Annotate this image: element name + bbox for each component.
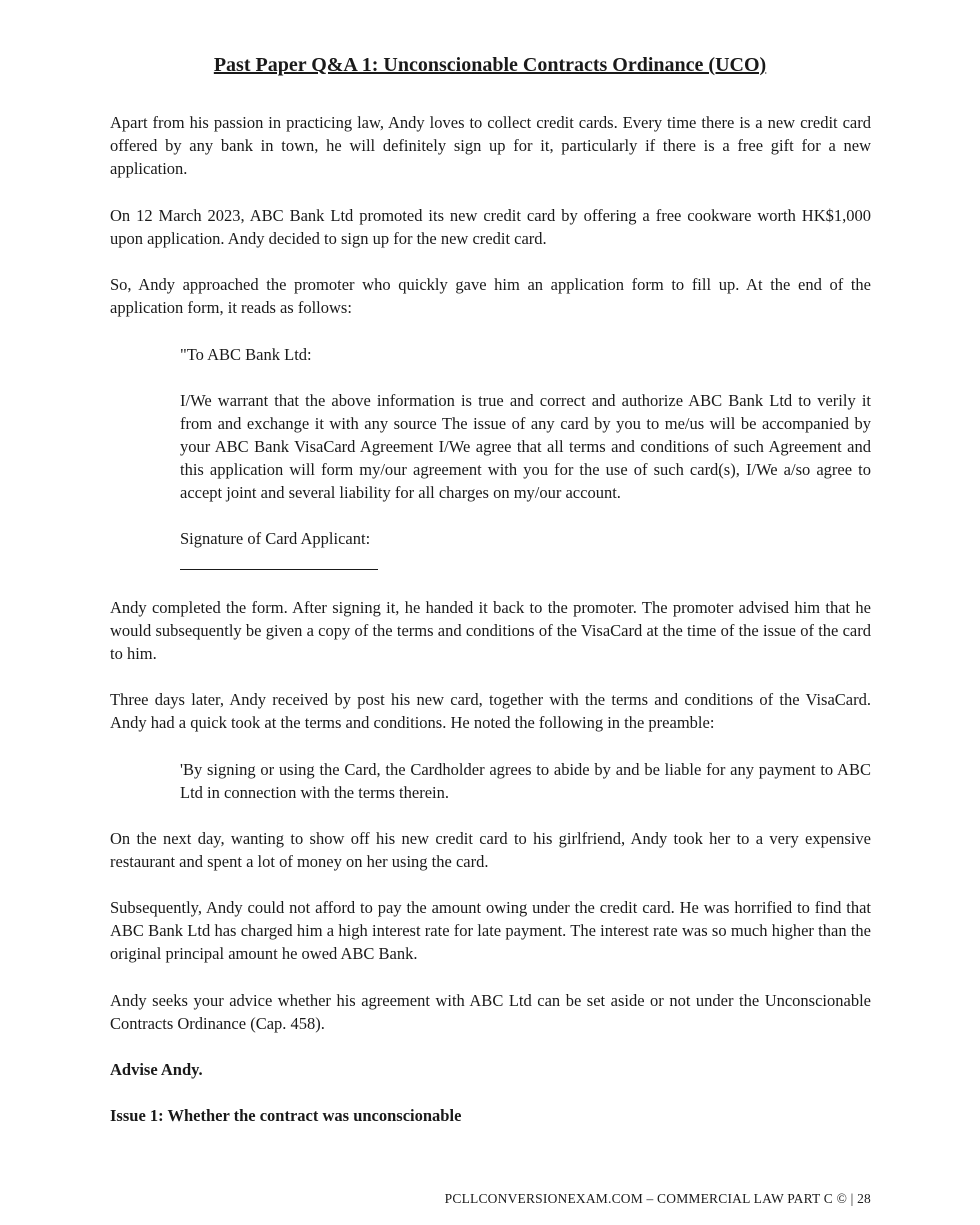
paragraph-form-completed: Andy completed the form. After signing it, he handed it back to the promoter. The promoter advised him that he would subsequently be given a copy of the terms and conditions of the VisaCard at the time of the issue of the card to him. xyxy=(110,598,871,663)
signature-label: Signature of Card Applicant: xyxy=(180,529,371,548)
page-title: Past Paper Q&A 1: Unconscionable Contracts Ordinance (UCO) xyxy=(213,54,767,76)
signature-line xyxy=(180,569,378,570)
paragraph-promotion: On 12 March 2023, ABC Bank Ltd promoted its new credit card by offering a free cookware worth HK$1,000 upon application. Andy decided to sign up for the new credit card. xyxy=(110,206,871,248)
paragraph-intro: Apart from his passion in practicing law, Andy loves to collect credit cards. Every time there is a new credit card offered by any bank in town, he will definitely sign up for it, particularly if there is a free gift for a new application. xyxy=(110,113,871,178)
issue-heading: Issue 1: Whether the contract was unconscionable xyxy=(110,1106,462,1125)
quote-salutation: "To ABC Bank Ltd: xyxy=(180,345,312,364)
paragraph-application-form: So, Andy approached the promoter who quickly gave him an application form to fill up. At the end of the application form, it reads as follows: xyxy=(110,275,871,317)
paragraph-advice-sought: Andy seeks your advice whether his agreement with ABC Ltd can be set aside or not under the Unconscionable Contracts Ordinance (Cap. 458). xyxy=(110,991,871,1033)
paragraph-card-received: Three days later, Andy received by post his new card, together with the terms and conditions of the VisaCard. Andy had a quick took at the terms and conditions. He noted the following in the preamble: xyxy=(110,690,871,732)
paragraph-interest-rate: Subsequently, Andy could not afford to pay the amount owing under the credit card. He was horrified to find that ABC Bank Ltd has charged him a high interest rate for late payment. The interest rate was so much higher than the original principal amount he owed ABC Bank. xyxy=(110,898,871,963)
paragraph-restaurant: On the next day, wanting to show off his new credit card to his girlfriend, Andy took her to a very expensive restaurant and spent a lot of money on her using the card. xyxy=(110,829,871,871)
page-footer: PCLLCONVERSIONEXAM.COM – COMMERCIAL LAW PART C © | 28 xyxy=(444,1191,871,1206)
advise-heading: Advise Andy. xyxy=(110,1060,203,1079)
quote-warranty-clause: I/We warrant that the above information is true and correct and authorize ABC Bank Ltd to verily it from and exchange it with any source The issue of any card by you to me/us will be accompanied by your ABC Bank VisaCard Agreement I/We agree that all terms and conditions of such Agreement and this application will form my/our agreement with you for the use of such card(s), I/We a/so agree to accept joint and several liability for all charges on my/our account. xyxy=(180,391,871,502)
quote-preamble: 'By signing or using the Card, the Cardholder agrees to abide by and be liable for any payment to ABC Ltd in connection with the terms therein. xyxy=(180,760,871,802)
